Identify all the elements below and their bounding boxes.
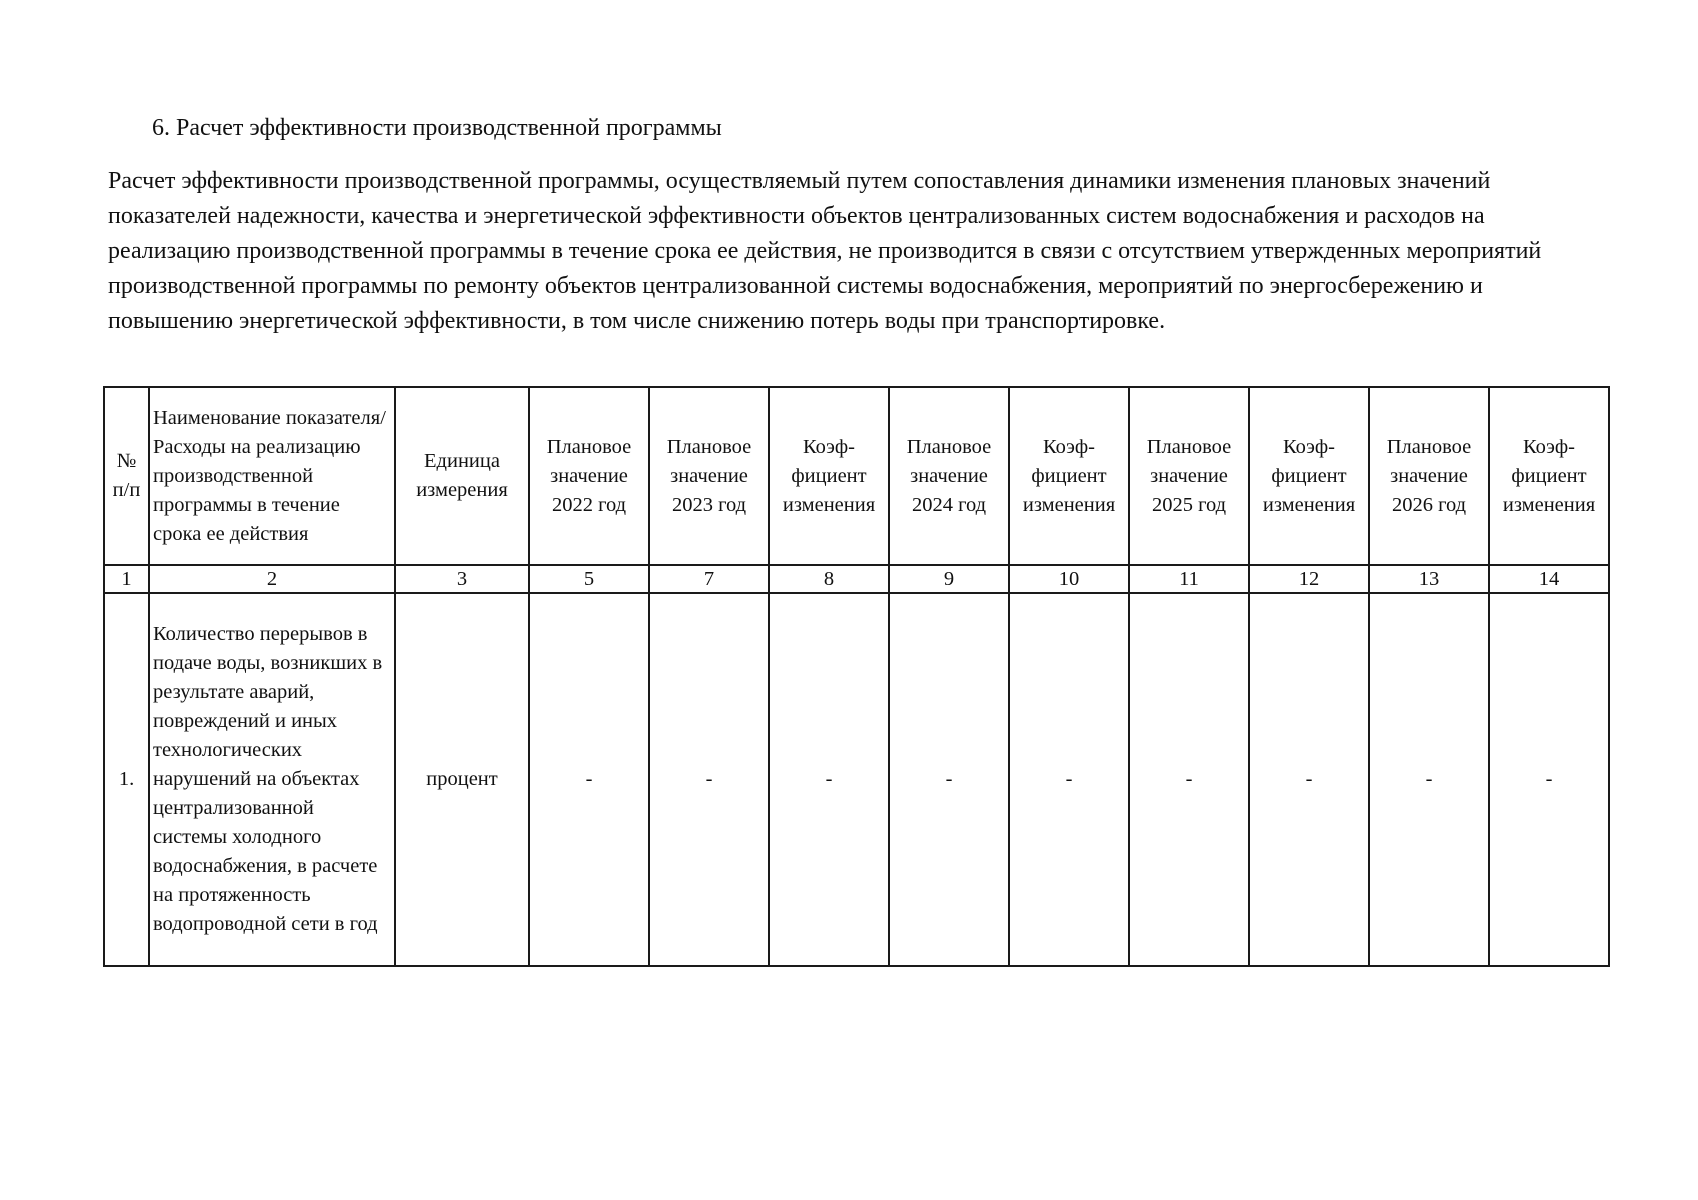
- row-value-plan-2026: -: [1369, 593, 1489, 966]
- column-number: 5: [529, 565, 649, 593]
- header-coef-2: Коэф-фициент изменения: [1009, 387, 1129, 565]
- row-value-coef-3: -: [1249, 593, 1369, 966]
- column-number: 3: [395, 565, 529, 593]
- section-heading: 6. Расчет эффективности производственной программы: [152, 115, 722, 141]
- column-number: 1: [104, 565, 149, 593]
- efficiency-table: [103, 386, 1610, 967]
- column-number: 9: [889, 565, 1009, 593]
- section-paragraph: Расчет эффективности производственной программы, осуществляемый путем сопоставления динамики изменения плановых значений показателей надежности, качества и энергетической эффективности объектов централизованных систем водоснабжения и расходов на реализацию производственной программы в течение срока ее действия, не производится в связи с отсутствием утвержденных мероприятий производственной программы по ремонту объектов централизованной системы водоснабжения, мероприятий по энергосбережению и повышению энергетической эффективности, в том числе снижению потерь воды при транспортировке.: [108, 168, 1542, 334]
- header-plan-2026: Плановое значение 2026 год: [1369, 387, 1489, 565]
- header-coef-3: Коэф-фициент изменения: [1249, 387, 1369, 565]
- column-number: 13: [1369, 565, 1489, 593]
- row-value-plan-2022: -: [529, 593, 649, 966]
- column-number: 8: [769, 565, 889, 593]
- row-num: 1.: [104, 593, 149, 966]
- header-name: Наименование показателя/Расходы на реализацию производственной программы в течение срока ее действия: [149, 387, 395, 565]
- column-number: 11: [1129, 565, 1249, 593]
- header-coef-1: Коэф-фициент изменения: [769, 387, 889, 565]
- column-numbers-row: [104, 565, 1609, 593]
- column-number: 10: [1009, 565, 1129, 593]
- column-number: 2: [149, 565, 395, 593]
- column-number: 7: [649, 565, 769, 593]
- header-num: № п/п: [104, 387, 149, 565]
- row-value-coef-4: -: [1489, 593, 1609, 966]
- table-header-row: [104, 387, 1609, 565]
- header-plan-2023: Плановое значение 2023 год: [649, 387, 769, 565]
- row-name: Количество перерывов в подаче воды, возникших в результате аварий, повреждений и иных технологических нарушений на объектах централизованной системы холодного водоснабжения, в расчете на протяженность водопроводной сети в год: [149, 593, 395, 966]
- header-plan-2024: Плановое значение 2024 год: [889, 387, 1009, 565]
- row-value-coef-2: -: [1009, 593, 1129, 966]
- column-number: 14: [1489, 565, 1609, 593]
- header-plan-2025: Плановое значение 2025 год: [1129, 387, 1249, 565]
- row-value-plan-2023: -: [649, 593, 769, 966]
- row-value-plan-2025: -: [1129, 593, 1249, 966]
- table-row: [104, 593, 1609, 966]
- row-value-plan-2024: -: [889, 593, 1009, 966]
- header-plan-2022: Плановое значение 2022 год: [529, 387, 649, 565]
- header-coef-4: Коэф-фициент изменения: [1489, 387, 1609, 565]
- column-number: 12: [1249, 565, 1369, 593]
- row-unit: процент: [395, 593, 529, 966]
- header-unit: Единица измерения: [395, 387, 529, 565]
- row-value-coef-1: -: [769, 593, 889, 966]
